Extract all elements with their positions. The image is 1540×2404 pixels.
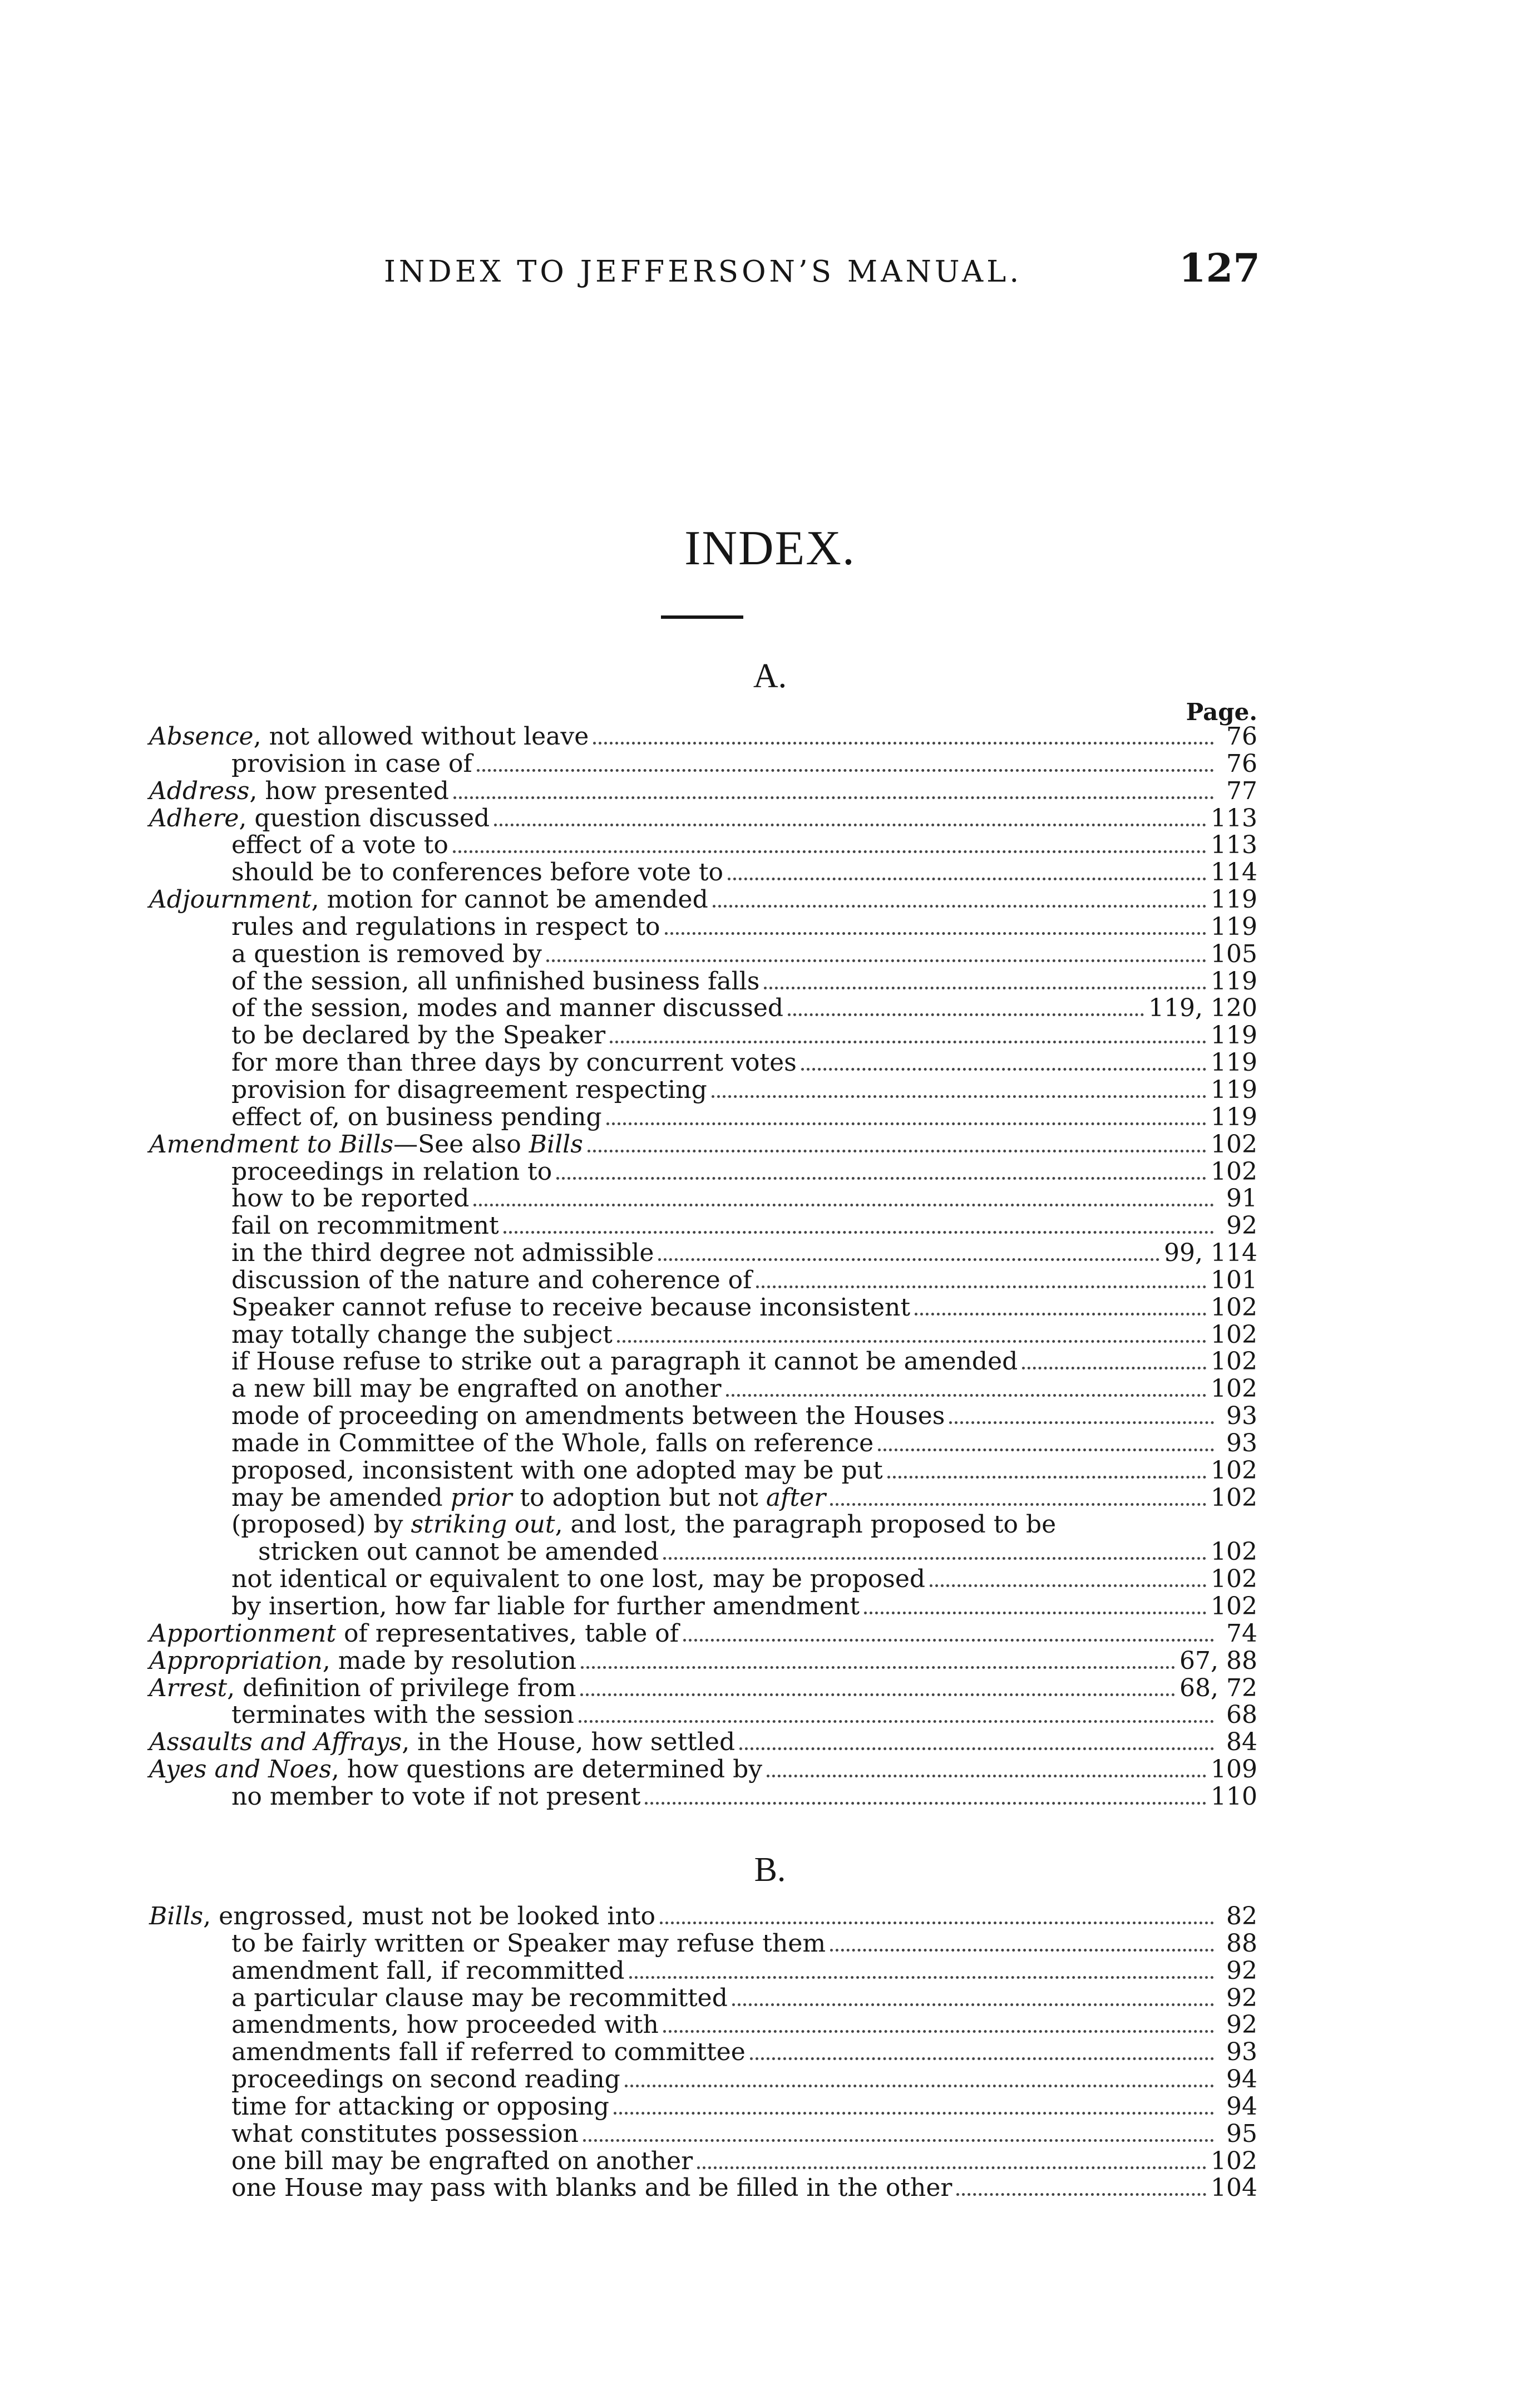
dot-leader [477,761,1214,772]
entry-description: to be fairly written or Speaker may refuse them [231,1929,826,1958]
entry-text [149,1620,679,1647]
index-entry [149,1675,1257,1702]
entry-page: 113 [1211,804,1257,832]
entry-description: of the session, all unfinished business falls [231,967,760,996]
entry-description: , engrossed, must not be looked into [203,1902,656,1930]
entry-text [149,1648,576,1674]
index-entry [149,1539,1257,1566]
entry-page: 109 [1211,1755,1257,1784]
dot-leader [473,1196,1214,1206]
entry-text [149,1131,583,1158]
dot-leader [453,789,1214,799]
entry-page: 88 [1226,1929,1257,1958]
dot-leader [726,1386,1206,1397]
entry-description: provision for disagreement respecting [231,1075,707,1104]
entry-description: , made by resolution [322,1646,576,1675]
entry-page: 74 [1226,1619,1257,1648]
index-entry [149,2066,1257,2093]
entry-text [231,2175,952,2201]
dot-leader [728,870,1206,880]
running-head [384,245,1260,291]
index-entry [149,995,1257,1022]
index-entry [149,1430,1257,1457]
dot-leader [614,2104,1214,2115]
index-entry [149,1511,1257,1539]
entry-text [231,914,660,940]
dot-leader [556,1169,1206,1180]
index-title: INDEX. [684,521,856,575]
entry-text [231,1104,602,1131]
dot-leader [588,1142,1206,1152]
entry-page: 101 [1211,1265,1257,1294]
dot-leader [581,1658,1175,1669]
dot-leader [915,1305,1206,1316]
entry-description: to be declared by the Speaker [231,1021,606,1050]
entry-description: a new bill may be engrafted on another [231,1375,722,1403]
index-entry [149,1050,1257,1077]
entry-text [231,2066,620,2093]
entry-description: provision in case of [231,749,472,778]
entry-text [231,2039,746,2066]
entry-page: 102 [1211,1483,1257,1512]
entry-cross-reference: Bills [529,1130,583,1159]
entry-description: fail on recommitment [231,1211,499,1240]
entry-text [231,859,723,886]
entry-description: one House may pass with blanks and be filled in the other [231,2174,952,2203]
index-entry [149,2039,1257,2066]
entry-page: 119 [1211,912,1257,941]
entry-text [149,1729,735,1756]
entry-page: 93 [1226,2038,1257,2067]
entry-emphasis: striking out [411,1510,555,1539]
entry-description: amendments fall if referred to committee [231,2038,746,2067]
index-entry [149,1620,1257,1648]
entry-page: 102 [1211,1565,1257,1594]
entry-term: Assaults and Affrays [149,1728,402,1757]
entry-text [231,1077,707,1104]
entry-page: 76 [1226,749,1257,778]
index-entry [149,1985,1257,2012]
entry-description: terminates with the session [231,1701,574,1730]
index-entry [149,2012,1257,2039]
entry-page: 119 [1211,1048,1257,1077]
entry-text [231,1485,826,1511]
entry-page: 102 [1211,1347,1257,1376]
entry-text [231,1213,499,1239]
entry-text [231,1985,728,2012]
entry-description: effect of, on business pending [231,1102,602,1131]
entry-description: made in Committee of the Whole, falls on reference [231,1428,874,1457]
dot-leader [956,2185,1206,2196]
entry-text [231,1322,613,1348]
entry-term: Ayes and Noes [149,1755,332,1784]
index-entry [149,1903,1257,1930]
index-entry [149,941,1257,968]
entry-text [149,778,449,805]
entry-text [149,886,708,913]
entry-description: one bill may be engrafted on another [231,2146,693,2175]
entry-description: , in the House, how settled [402,1728,736,1757]
entry-text [231,2148,693,2175]
entry-page: 110 [1211,1782,1257,1811]
dot-leader [756,1278,1206,1288]
entry-term: Amendment to Bills [149,1130,394,1159]
entry-description: a particular clause may be recommitted [231,1983,728,2012]
entry-description: amendments, how proceeded with [231,2011,659,2040]
entry-description: (proposed) by [231,1510,411,1539]
entry-page: 119 [1211,1075,1257,1104]
dot-leader [583,2131,1214,2142]
entry-page: 102 [1211,1293,1257,1322]
entry-description: discussion of the nature and coherence of [231,1265,752,1294]
index-entry [149,1457,1257,1485]
entry-description: rules and regulations in respect to [231,912,660,941]
dot-leader [697,2159,1206,2169]
entry-text [231,2012,659,2038]
entry-description: proceedings on second reading [231,2065,620,2094]
entry-page: 76 [1226,722,1257,751]
index-entry [149,1077,1257,1104]
entry-page: 105 [1211,939,1257,968]
entry-text [231,2093,609,2120]
dot-leader [645,1794,1206,1805]
dot-leader [949,1413,1214,1424]
entry-description: mode of proceeding on amendments between the Houses [231,1402,945,1431]
index-entry [149,1485,1257,1512]
index-entry [149,1022,1257,1050]
dot-leader [764,979,1206,989]
entry-page: 113 [1211,831,1257,860]
index-entry [149,751,1257,778]
entry-text [231,2121,579,2147]
entry-page: 119 [1211,1021,1257,1050]
index-entry [149,2093,1257,2121]
entry-page: 102 [1211,1592,1257,1620]
entry-page: 94 [1226,2065,1257,2094]
dot-leader [453,843,1206,853]
page-column-label: Page. [1186,698,1257,726]
index-entry [149,914,1257,941]
entry-text [149,1756,762,1783]
index-entry [149,1131,1257,1159]
entry-text [231,1457,883,1484]
dot-leader [663,1549,1206,1560]
entry-page: 114 [1211,858,1257,887]
entry-text [231,832,448,859]
dot-leader [625,2077,1214,2087]
running-title: INDEX TO JEFFERSON’S MANUAL. [384,255,1023,289]
entry-text [149,805,490,832]
dot-leader [610,1033,1206,1043]
dot-leader [660,1914,1214,1924]
section-b-entries [149,1903,1257,2202]
entry-description: no member to vote if not present [231,1782,641,1811]
index-entry [149,778,1257,805]
index-entry [149,1930,1257,1958]
dot-leader [629,1968,1214,1979]
index-entry [149,1348,1257,1376]
entry-page: 67, 88 [1179,1646,1257,1675]
entry-page: 94 [1226,2092,1257,2121]
index-entry [149,1702,1257,1729]
index-entry [149,886,1257,914]
entry-text [231,1958,625,1984]
entry-page: 102 [1211,1538,1257,1566]
dot-leader [732,1996,1214,2006]
entry-page: 95 [1226,2119,1257,2148]
entry-text [149,723,589,750]
entry-emphasis: prior [450,1483,512,1512]
index-entry [149,1267,1257,1294]
entry-description: stricken out cannot be amended [258,1538,659,1566]
index-entry [149,968,1257,996]
dot-leader [580,1686,1175,1696]
entry-term: Apportionment [149,1619,336,1648]
dot-leader [663,2022,1214,2033]
entry-page: 102 [1211,1157,1257,1186]
entry-page: 119, 120 [1148,994,1257,1023]
entry-description: to adoption but not [512,1483,766,1512]
entry-page: 82 [1226,1902,1257,1930]
entry-description: , motion for cannot be amended [311,885,708,914]
entry-description: time for attacking or opposing [231,2092,609,2121]
entry-text [231,751,472,777]
entry-description: Speaker cannot refuse to receive because inconsistent [231,1293,911,1322]
entry-page: 68, 72 [1179,1673,1257,1702]
dot-leader [864,1604,1206,1614]
entry-text [231,968,759,995]
entry-description: may totally change the subject [231,1320,613,1349]
entry-page: 119 [1211,885,1257,914]
entry-page: 102 [1211,1375,1257,1403]
index-entry [149,1185,1257,1213]
section-b-heading: B. [754,1851,786,1889]
entry-page: 68 [1226,1701,1257,1730]
dot-leader [712,1087,1206,1098]
entry-text [231,1240,654,1267]
entry-term: Absence [149,722,254,751]
entry-text [231,1784,640,1810]
entry-description: , question discussed [239,804,490,832]
entry-page: 93 [1226,1428,1257,1457]
entry-description: , how questions are determined by [331,1755,763,1784]
index-entry [149,1294,1257,1322]
index-entry [149,2121,1257,2148]
entry-text [231,1159,552,1185]
entry-description: for more than three days by concurrent votes [231,1048,797,1077]
entry-text [231,1376,722,1402]
index-entry [149,1958,1257,1985]
entry-description: should be to conferences before vote to [231,858,724,887]
entry-text [231,1593,860,1620]
index-entry [149,1729,1257,1756]
entry-page: 119 [1211,967,1257,996]
entry-text [231,1022,605,1049]
entry-description: not identical or equivalent to one lost, may be proposed [231,1565,926,1594]
entry-page: 92 [1226,1983,1257,2012]
entry-page: 92 [1226,1211,1257,1240]
dot-leader [658,1250,1159,1261]
entry-term: Adjournment [149,885,312,914]
index-entry [149,1240,1257,1267]
entry-description: in the third degree not admissible [231,1239,654,1268]
entry-description: what constitutes possession [231,2119,579,2148]
index-entry [149,1756,1257,1784]
entry-text [231,1348,1018,1375]
dot-leader [801,1060,1206,1071]
dot-leader [739,1740,1214,1750]
dot-leader [788,1006,1144,1016]
entry-description: , how presented [249,776,449,805]
index-entry [149,723,1257,751]
index-entry [149,1376,1257,1403]
entry-page: 92 [1226,2011,1257,2040]
dot-leader [683,1631,1214,1642]
entry-description: of representatives, table of [336,1619,679,1648]
entry-term: Bills [149,1902,204,1930]
entry-text [231,1702,574,1728]
entry-text [231,941,542,968]
entry-text [149,1675,576,1702]
entry-page: 119 [1211,1102,1257,1131]
entry-description: —See also [393,1130,529,1159]
index-entry [149,1322,1257,1349]
entry-text [231,995,783,1022]
entry-term: Adhere [149,804,239,832]
entry-page: 102 [1211,1456,1257,1485]
dot-leader [617,1332,1206,1343]
entry-description: , and lost, the paragraph proposed to be [555,1510,1057,1539]
dot-leader [767,1767,1206,1777]
entry-term: Arrest [149,1673,228,1702]
dot-leader [579,1712,1214,1723]
index-entry [149,859,1257,886]
dot-leader [494,816,1206,826]
index-entry [149,2175,1257,2202]
dot-leader [830,1941,1214,1952]
page-number: 127 [1178,245,1260,291]
entry-text [231,1566,925,1593]
entry-description: if House refuse to strike out a paragraph it cannot be amended [231,1347,1018,1376]
dot-leader [887,1468,1206,1479]
index-entry [149,832,1257,859]
entry-text [231,1430,873,1457]
index-entry [149,1403,1257,1430]
dot-leader [1022,1359,1206,1370]
dot-leader [930,1577,1206,1587]
entry-text [231,1185,469,1212]
entry-term: Address [149,776,250,805]
entry-description: effect of a vote to [231,831,448,860]
section-a-heading: A. [753,657,787,695]
index-entry [149,1213,1257,1240]
dot-leader [504,1223,1214,1234]
entry-text [231,1930,826,1957]
entry-page: 102 [1211,1320,1257,1349]
dot-leader [750,2050,1214,2060]
dot-leader [878,1441,1214,1451]
entry-page: 77 [1226,776,1257,805]
entry-description: , not allowed without leave [253,722,589,751]
entry-text [231,1511,1056,1538]
dot-leader [665,924,1206,935]
entry-text [231,1403,945,1430]
entry-description: amendment fall, if recommitted [231,1956,625,1985]
index-entry [149,1104,1257,1131]
entry-emphasis: after [766,1483,826,1512]
entry-page: 99, 114 [1164,1239,1257,1268]
entry-page: 102 [1211,2146,1257,2175]
dot-leader [830,1495,1206,1506]
dot-leader [606,1115,1206,1125]
entry-description: how to be reported [231,1184,470,1213]
index-entry [149,1593,1257,1620]
section-a-entries [149,723,1257,1811]
entry-description: of the session, modes and manner discussed [231,994,784,1023]
entry-page: 102 [1211,1130,1257,1159]
entry-text [231,1050,797,1076]
entry-page: 84 [1226,1728,1257,1757]
entry-description: proceedings in relation to [231,1157,552,1186]
entry-page: 91 [1226,1184,1257,1213]
entry-description: by insertion, how far liable for further amendment [231,1592,860,1620]
dot-leader [713,897,1206,908]
index-entry [149,1566,1257,1593]
title-rule [661,615,743,619]
entry-page: 93 [1226,1402,1257,1431]
entry-page: 92 [1226,1956,1257,1985]
entry-text [258,1539,659,1565]
entry-description: a question is removed by [231,939,542,968]
entry-description: , definition of privilege from [227,1673,576,1702]
entry-text [149,1903,655,1930]
dot-leader [546,952,1206,962]
dot-leader [593,734,1214,745]
entry-text [231,1267,752,1294]
entry-description: may be amended [231,1483,451,1512]
entry-description: proposed, inconsistent with one adopted may be put [231,1456,883,1485]
index-entry [149,1648,1257,1675]
index-entry [149,805,1257,832]
entry-text [231,1294,910,1321]
index-entry [149,1159,1257,1186]
index-entry [149,2148,1257,2175]
index-entry [149,1784,1257,1811]
entry-term: Appropriation [149,1646,323,1675]
entry-page: 104 [1211,2174,1257,2203]
